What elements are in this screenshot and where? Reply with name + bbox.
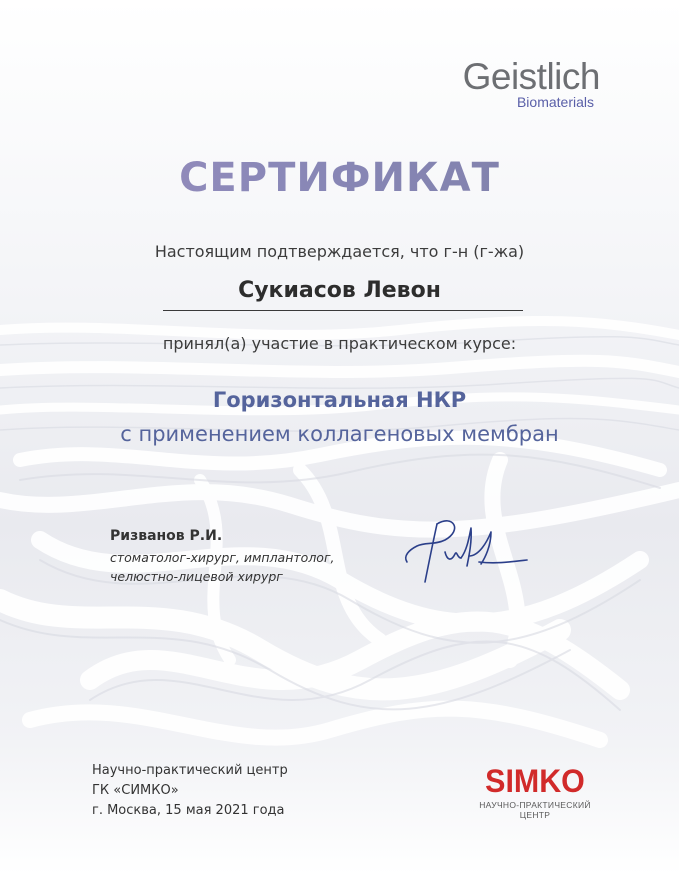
- brand-subtitle: Biomaterials: [516, 94, 594, 110]
- signer-name: Ризванов Р.И.: [110, 528, 223, 544]
- simko-subtitle: НАУЧНО-ПРАКТИЧЕСКИЙ ЦЕНТР: [479, 800, 591, 820]
- footer-company: ГК «СИМКО»: [92, 783, 179, 798]
- signature-icon: [395, 512, 530, 592]
- confirm-text: Настоящим подтверждается, что г-н (г-жа): [154, 242, 525, 261]
- recipient-name: Сукиасов Левон: [238, 278, 441, 303]
- signer-role-line1: стоматолог-хирург, имплантолог,: [110, 550, 335, 565]
- simko-logo: [470, 764, 600, 820]
- recipient-underline: [163, 310, 523, 311]
- signer-role-line2: челюстно-лицевой хирург: [110, 569, 283, 584]
- footer-center-name: Научно-практический центр: [92, 763, 288, 778]
- course-title-line2: с применением коллагеновых мембран: [120, 422, 559, 446]
- simko-mark: SIMKO: [485, 763, 585, 799]
- certificate-title: СЕРТИФИКАТ: [0, 155, 679, 201]
- brand-name: Geistlich: [462, 56, 600, 97]
- footer-date: г. Москва, 15 мая 2021 года: [92, 803, 285, 818]
- course-title-line1: Горизонтальная НКР: [212, 388, 467, 412]
- participation-text: принял(а) участие в практическом курсе:: [162, 334, 517, 353]
- geistlich-logo: [430, 58, 600, 110]
